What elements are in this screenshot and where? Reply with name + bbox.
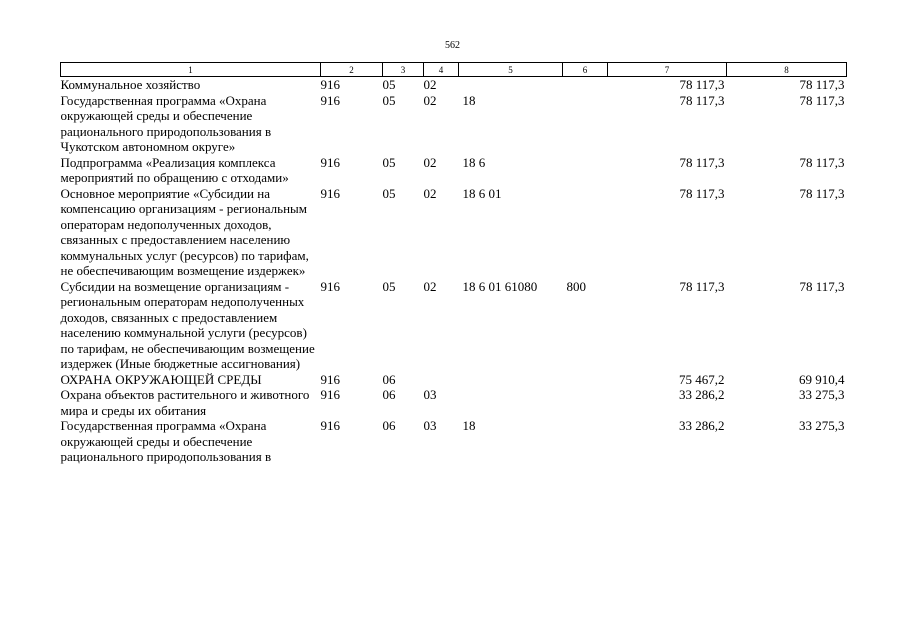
row-col-3: 06 [382, 371, 396, 387]
row-col-5: 18 [462, 418, 476, 433]
row-col-8: 33 275,3 [799, 418, 845, 433]
table-header-row [61, 63, 847, 77]
row-col-8: 78 117,3 [799, 185, 845, 201]
table-row [61, 186, 847, 279]
row-col-6 [563, 155, 608, 186]
row-col-3: 05 [382, 92, 396, 108]
row-col-2: 916 [320, 387, 340, 402]
row-name: Государственная программа «Охрана окружающей среды и обеспечение рационального природопользования в [60, 418, 272, 464]
column-header: 8 [727, 63, 847, 77]
row-col-7: 33 286,2 [679, 387, 725, 402]
row-col-5 [459, 387, 563, 418]
row-col-2: 916 [320, 92, 340, 108]
row-col-8: 78 117,3 [799, 154, 845, 170]
row-col-4: 02 [423, 92, 437, 108]
table-row [61, 77, 847, 93]
row-col-7: 33 286,2 [679, 418, 725, 433]
row-col-4: 02 [423, 77, 437, 92]
table-row [61, 93, 847, 155]
page-number: 562 [445, 40, 460, 51]
row-col-7: 78 117,3 [679, 154, 725, 170]
row-name: Субсидии на возмещение организациям - региональным операторам недополученных доходов, связанных с предоставлением населению коммунальной услуги (ресурсов) по тарифам, не обеспечивающим возмещение издержек (Иные бюджетные ассигнования) [60, 278, 315, 371]
row-col-7: 78 117,3 [679, 92, 725, 108]
row-col-5: 18 6 01 61080 [462, 278, 538, 294]
row-name: Охрана объектов растительного и животного мира и среды их обитания [60, 387, 310, 418]
row-col-6 [563, 387, 608, 418]
row-col-7: 78 117,3 [679, 185, 725, 201]
row-col-8: 33 275,3 [799, 387, 845, 402]
row-col-6: 800 [566, 278, 586, 294]
table-row [61, 155, 847, 186]
row-name: Подпрограмма «Реализация комплекса мероприятий по обращению с отходами» [60, 154, 289, 185]
table-row [61, 418, 847, 465]
row-col-4: 02 [423, 185, 437, 201]
row-col-6 [563, 93, 608, 155]
row-col-8: 69 910,4 [799, 371, 845, 387]
row-col-2: 916 [320, 77, 340, 92]
row-col-4: 03 [423, 418, 437, 433]
row-col-5: 18 [462, 92, 476, 108]
row-col-5 [459, 372, 563, 388]
row-name: Основное мероприятие «Субсидии на компенсацию организациям - региональным операторам недополученных доходов, связанных с предоставлением населению коммунальных услуг (ресурсов) по тарифам, не обеспечивающим возмещение издержек» [60, 185, 309, 278]
row-col-4: 02 [423, 278, 437, 294]
row-col-7: 75 467,2 [679, 371, 725, 387]
row-col-2: 916 [320, 278, 340, 294]
row-col-8: 78 117,3 [799, 92, 845, 108]
row-col-4: 03 [423, 387, 437, 402]
row-col-6 [563, 372, 608, 388]
row-col-2: 916 [320, 185, 340, 201]
row-name: Государственная программа «Охрана окружающей среды и обеспечение рационального природопользования в Чукотском автономном округе» [60, 92, 272, 154]
row-col-3: 05 [382, 154, 396, 170]
column-header: 1 [61, 63, 321, 77]
row-col-5: 18 6 [462, 154, 486, 170]
column-header: 6 [563, 63, 608, 77]
row-col-7: 78 117,3 [679, 77, 725, 92]
row-col-8: 78 117,3 [799, 77, 845, 92]
table-row [61, 387, 847, 418]
row-col-8: 78 117,3 [799, 278, 845, 294]
table-row [61, 372, 847, 388]
row-col-6 [563, 77, 608, 93]
row-col-7: 78 117,3 [679, 278, 725, 294]
column-header: 2 [321, 63, 383, 77]
column-header: 7 [608, 63, 727, 77]
budget-table [60, 62, 847, 465]
row-col-6 [563, 418, 608, 465]
row-col-4: 02 [423, 154, 437, 170]
row-col-5: 18 6 01 [462, 185, 502, 201]
row-col-6 [563, 186, 608, 279]
row-col-3: 05 [382, 185, 396, 201]
row-col-2: 916 [320, 371, 340, 387]
row-col-4 [424, 372, 459, 388]
row-col-3: 06 [382, 387, 396, 402]
row-col-5 [459, 77, 563, 93]
row-col-3: 06 [382, 418, 396, 433]
column-header: 5 [459, 63, 563, 77]
row-col-3: 05 [382, 278, 396, 294]
row-name: Коммунальное хозяйство [60, 77, 201, 92]
column-header: 4 [424, 63, 459, 77]
row-col-3: 05 [382, 77, 396, 92]
row-col-2: 916 [320, 154, 340, 170]
table-row [61, 279, 847, 372]
column-header: 3 [383, 63, 424, 77]
row-col-2: 916 [320, 418, 340, 433]
row-name: ОХРАНА ОКРУЖАЮЩЕЙ СРЕДЫ [60, 371, 262, 387]
